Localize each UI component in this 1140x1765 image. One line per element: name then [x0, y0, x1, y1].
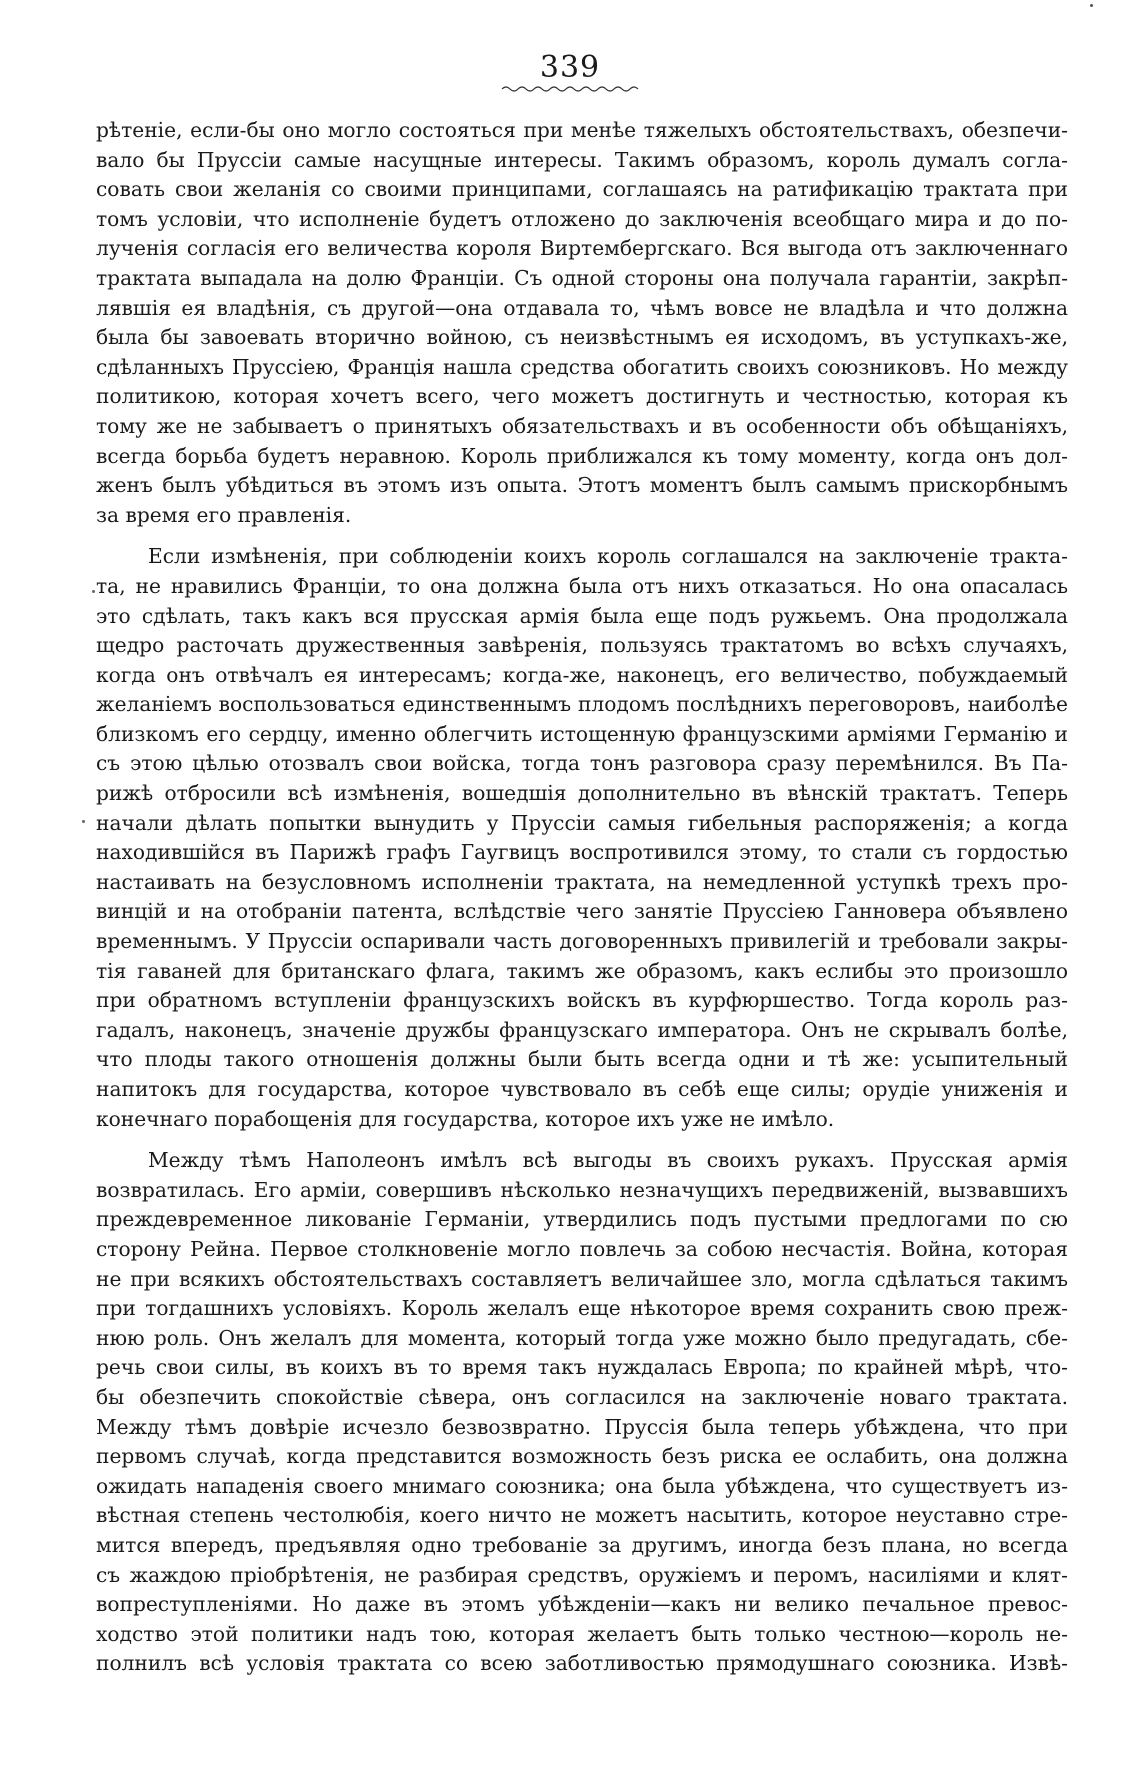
- text-line: щедро расточать дружественныя завѣренія, пользуясь трактатомъ во всѣхъ случаяхъ,: [96, 633, 1068, 658]
- text-line: вало бы Пруссіи самые насущные интересы. Такимъ образомъ, король думалъ согла-: [96, 147, 1068, 172]
- text-line: конечнаго порабощенія для государства, которое ихъ уже не имѣло.: [96, 1106, 835, 1131]
- text-line: та, не нравились Франціи, то она должна была отъ нихъ отказаться. Но она опасалась: [96, 573, 1068, 598]
- text-line: тія гаваней для британскаго флага, такимъ же образомъ, какъ еслибы это произошло: [96, 958, 1068, 983]
- text-line: лявшія ея владѣнія, съ другой—она отдавала то, чѣмъ вовсе не владѣла и что должна: [96, 295, 1068, 320]
- text-line: сдѣланныхъ Пруссіею, Франція нашла средства обогатить своихъ союзниковъ. Но между: [96, 354, 1068, 379]
- paragraph: [96, 116, 1068, 530]
- text-line: рѣтеніе, если-бы оно могло состояться при менѣе тяжелыхъ обстоятельствахъ, обезпечи-: [96, 118, 1068, 142]
- body-text: [96, 116, 1068, 1679]
- text-line: винцій и на отобраніи патента, вслѣдствіе чего занятіе Пруссіею Ганновера объявлено: [96, 899, 1068, 924]
- text-line: ожидать нападенія своего мнимаго союзника; она была убѣждена, что существуетъ из-: [96, 1473, 1068, 1498]
- text-line: желаніемъ воспользоваться единственнымъ плодомъ послѣднихъ переговоровъ, наиболѣе: [96, 692, 1068, 717]
- text-line: начали дѣлать попытки вынудить у Пруссіи самыя гибельныя распоряженія; а когда: [96, 810, 1068, 835]
- text-line: всегда борьба будетъ неравною. Король приближался къ тому моменту, когда онъ дол-: [96, 443, 1068, 468]
- text-line: ходство этой политики надъ тою, которая желаетъ быть только честною—король не-: [96, 1621, 1068, 1646]
- text-line: при обратномъ вступленіи французскихъ войскъ въ курфюршество. Тогда король раз-: [96, 988, 1068, 1013]
- text-line: при тогдашнихъ условіяхъ. Король желалъ еще нѣкоторое время сохранить свою преж-: [96, 1296, 1068, 1321]
- text-line: временнымъ. У Пруссіи оспаривали часть договоренныхъ привилегій и требовали закры-: [96, 929, 1068, 954]
- text-line: вопреступленіями. Но даже въ этомъ убѣжденіи—какъ ни велико печальное превос-: [96, 1592, 1068, 1617]
- text-line: за время его правленія.: [96, 502, 352, 527]
- text-line: политикою, которая хочетъ всего, чего можетъ достигнуть и честностью, которая къ: [96, 384, 1068, 409]
- text-line: бы обезпечить спокойствіе сѣвера, онъ согласился на заключеніе новаго трактата.: [96, 1384, 1068, 1409]
- text-line: тому же не забываетъ о принятыхъ обязательствахъ и въ особенности объ обѣщаніяхъ,: [96, 413, 1068, 438]
- text-line: совать свои желанія со своими принципами, соглашаясь на ратификацію трактата при: [96, 177, 1068, 202]
- text-line: Между тѣмъ Наполеонъ имѣлъ всѣ выгоды въ своихъ рукахъ. Прусская армія: [148, 1148, 1068, 1173]
- page-header: [0, 50, 1140, 93]
- text-line: томъ условіи, что исполненіе будетъ отложено до заключенія всеобщаго мира и до по-: [96, 206, 1068, 231]
- text-line: мится впередъ, предъявляя одно требованіе за другимъ, иногда безъ плана, но всегда: [96, 1532, 1068, 1557]
- text-line: лученія согласія его величества короля Виртембергскаго. Вся выгода отъ заключеннаго: [96, 236, 1068, 261]
- page-number: 339: [539, 50, 601, 85]
- text-line: сторону Рейна. Первое столкновеніе могло повлечь за собою несчастія. Война, которая: [96, 1236, 1068, 1261]
- text-line: настаивать на безусловномъ исполненіи трактата, на немедленной уступкѣ трехъ про-: [96, 869, 1068, 894]
- paragraph: [96, 1146, 1068, 1679]
- text-line: это сдѣлать, такъ какъ вся прусская армія была еще подъ ружьемъ. Она продолжала: [96, 603, 1068, 628]
- text-line: речь свои силы, въ коихъ въ то время такъ нуждалась Европа; по крайней мѣрѣ, что-: [96, 1355, 1068, 1380]
- speck-mark: [1090, 4, 1093, 7]
- text-line: находившійся въ Парижѣ графъ Гаугвицъ воспротивился этому, то стали съ гордостью: [96, 840, 1068, 865]
- text-line: съ этою цѣлью отозвалъ свои войска, тогда тонъ разговора сразу перемѣнился. Въ Па-: [96, 751, 1068, 776]
- text-line: близкомъ его сердцу, именно облегчить истощенную французскими арміями Германію и: [96, 721, 1068, 746]
- margin-speck: [92, 590, 95, 593]
- text-line: Между тѣмъ довѣріе исчезло безвозвратно. Пруссія была теперь убѣждена, что при: [96, 1414, 1068, 1439]
- text-line: трактата выпадала на долю Франціи. Съ одной стороны она получала гарантіи, закрѣп-: [96, 265, 1068, 290]
- text-line: Если измѣненія, при соблюденіи коихъ король соглашался на заключеніе тракта-: [148, 544, 1068, 569]
- text-line: была бы завоевать вторично войною, съ неизвѣстнымъ ея исходомъ, въ уступкахъ-же,: [96, 325, 1068, 350]
- text-line: напитокъ для государства, которое чувствовало въ себѣ еще силы; орудіе униженія и: [96, 1077, 1068, 1101]
- wavy-ornament-icon: [500, 85, 640, 93]
- text-line: полнилъ всѣ условія трактата со всею заботливостью прямодушнаго союзника. Извѣ-: [96, 1651, 1068, 1676]
- text-line: съ жаждою пріобрѣтенія, не разбирая средствъ, оружіемъ и перомъ, насиліями и клят-: [96, 1562, 1068, 1587]
- text-line: что плоды такого отношенія должны были быть всегда одни и тѣ же: усыпительный: [96, 1047, 1068, 1072]
- paragraph: [96, 542, 1068, 1134]
- text-line: преждевременное ликованіе Германіи, утвердились подъ пустыми предлогами по сю: [96, 1207, 1068, 1232]
- text-line: нюю роль. Онъ желалъ для момента, который тогда уже можно было предугадать, сбе-: [96, 1325, 1068, 1350]
- text-line: рижѣ отбросили всѣ измѣненія, вошедшія дополнительно въ вѣнскій трактатъ. Теперь: [96, 781, 1068, 806]
- text-line: женъ былъ убѣдиться въ этомъ изъ опыта. Этотъ моментъ былъ самымъ прискорбнымъ: [96, 473, 1068, 498]
- text-line: не при всякихъ обстоятельствахъ составляетъ величайшее зло, могла сдѣлаться такимъ: [96, 1266, 1068, 1291]
- text-line: вѣстная степень честолюбія, коего ничто не можетъ насытить, которое неуставно стре-: [96, 1503, 1068, 1528]
- text-line: гадалъ, наконецъ, значеніе дружбы французскаго императора. Онъ не скрывалъ болѣе,: [96, 1017, 1068, 1042]
- text-line: когда онъ отвѣчалъ ея интересамъ; когда-же, наконецъ, его величество, побуждаемый: [96, 662, 1068, 687]
- text-line: возвратилась. Его арміи, совершивъ нѣсколько незначущихъ передвиженій, вызвавшихъ: [96, 1177, 1068, 1202]
- margin-speck: [82, 820, 85, 823]
- text-line: первомъ случаѣ, когда представится возможность безъ риска ее ослабить, она должна: [96, 1444, 1068, 1469]
